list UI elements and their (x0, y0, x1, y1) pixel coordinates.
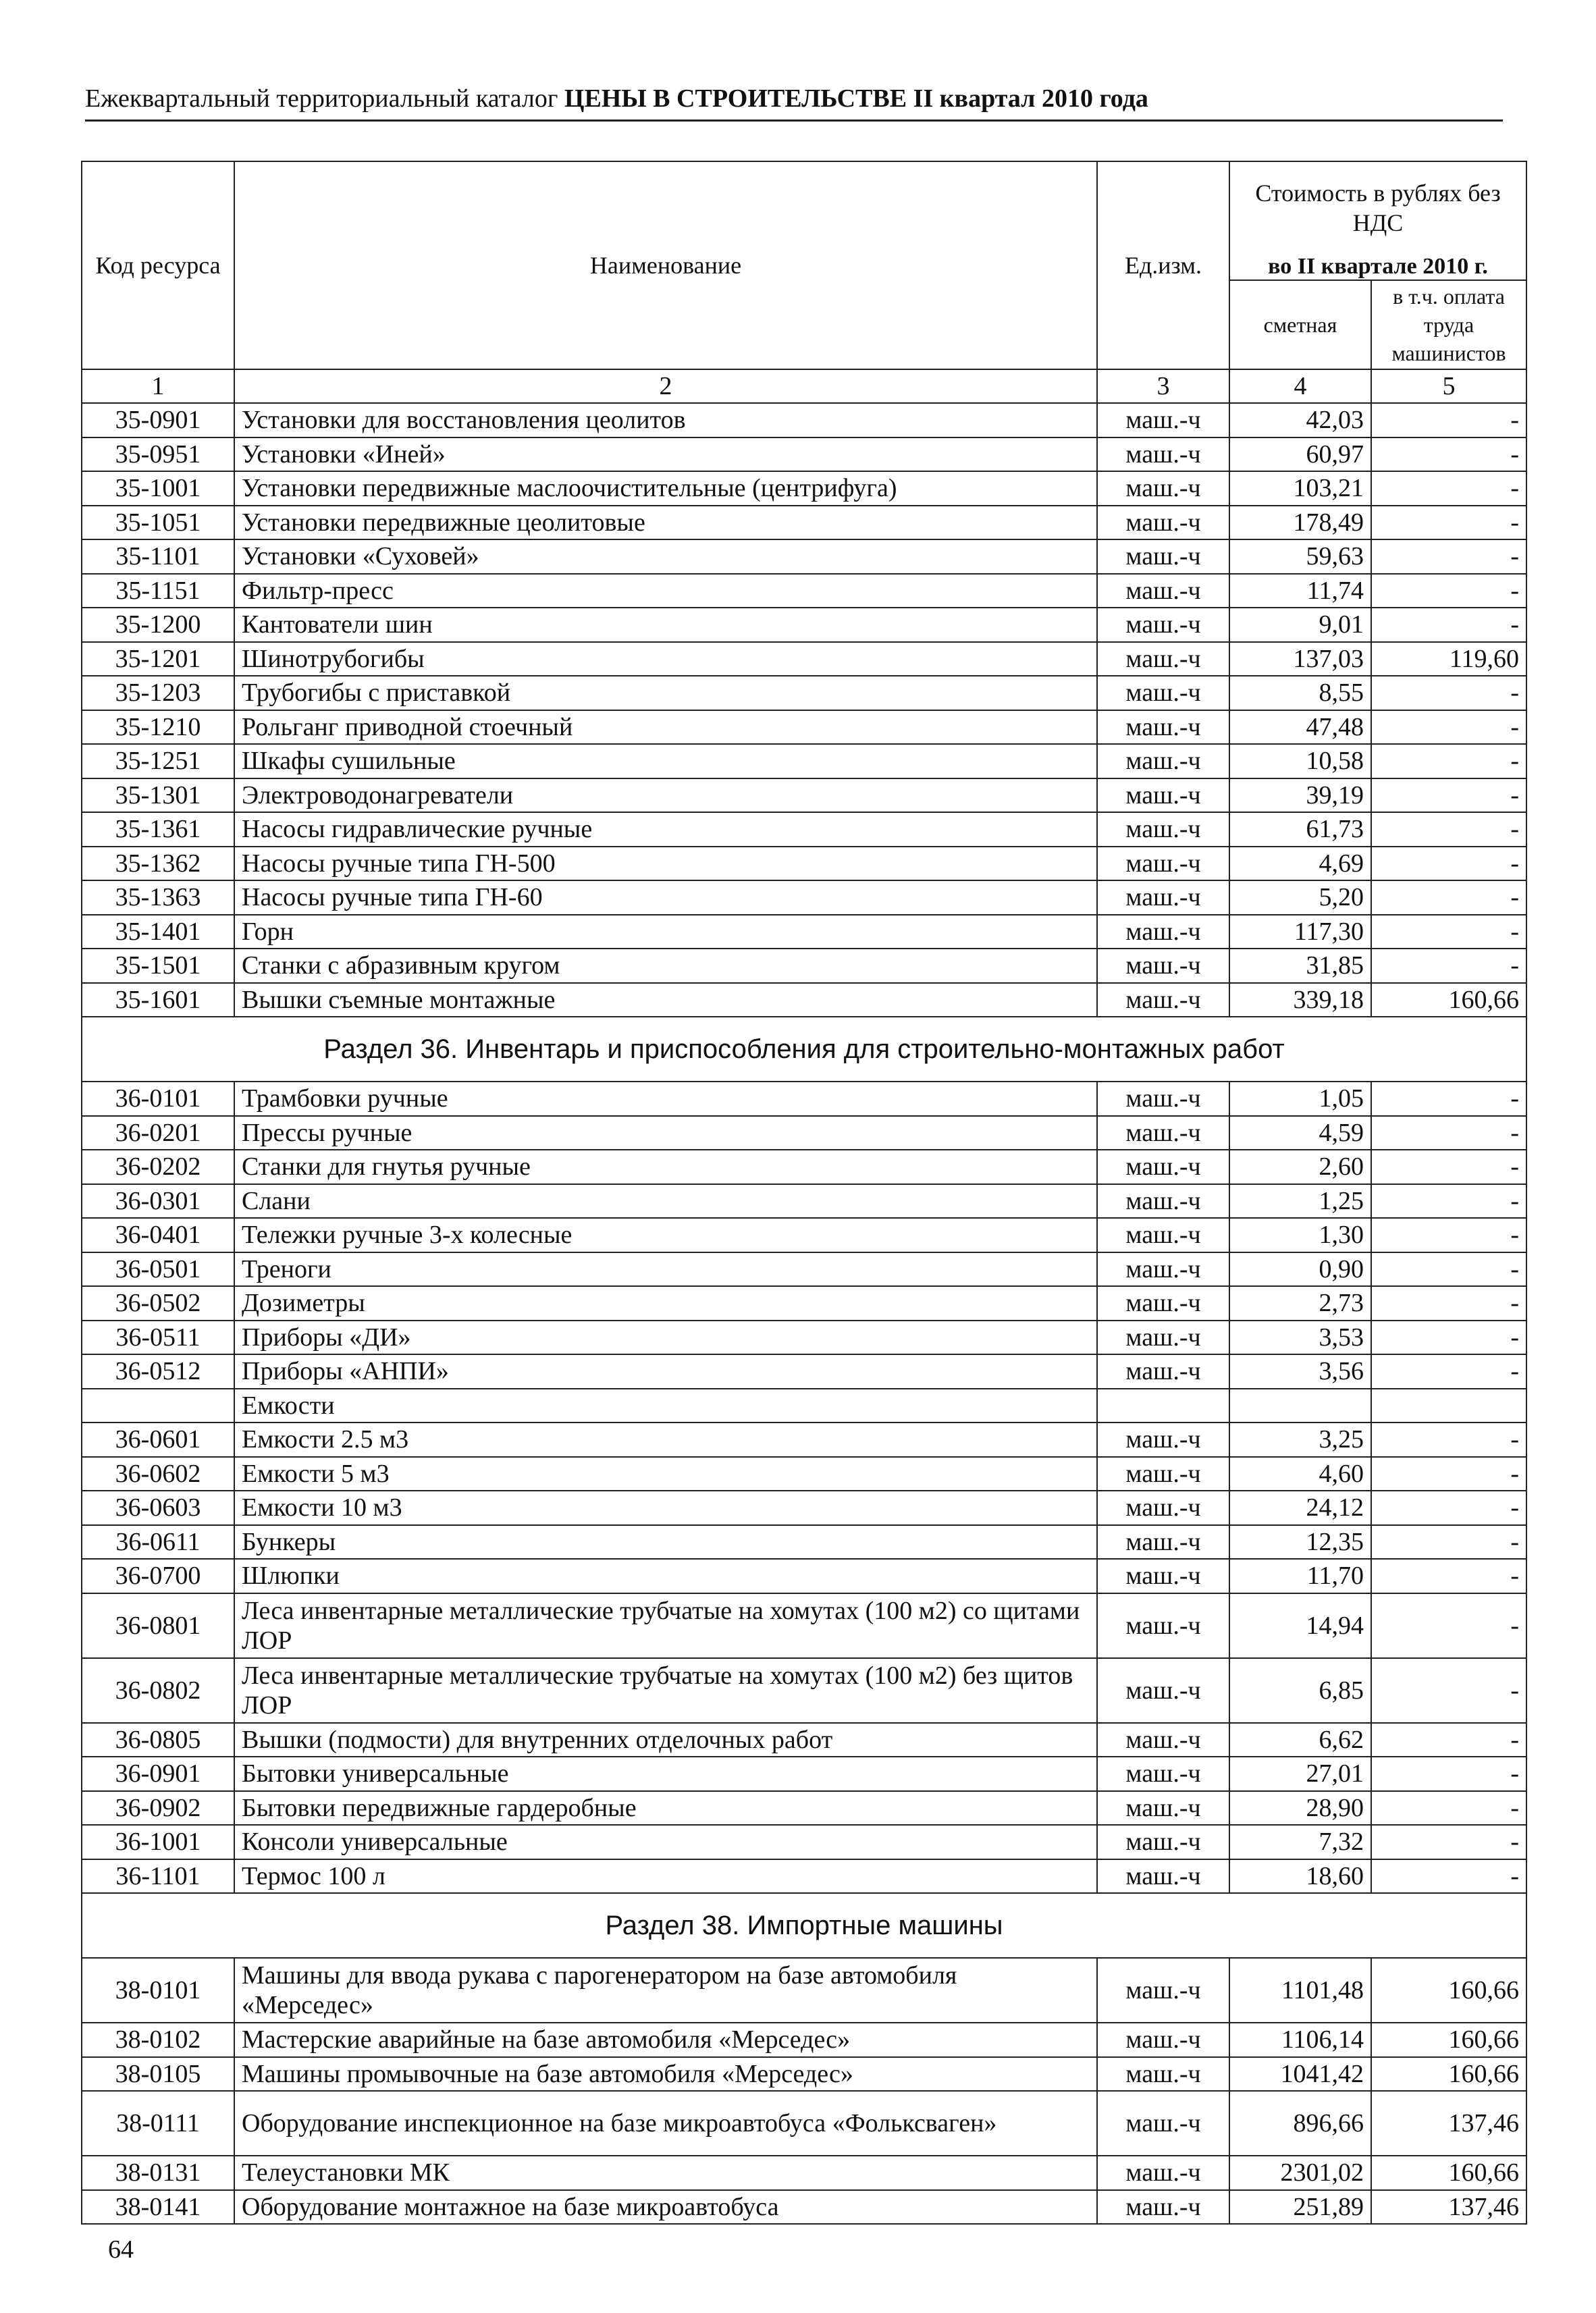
cell-code: 38-0101 (82, 1958, 234, 2023)
cell-unit: маш.-ч (1097, 1286, 1229, 1321)
cell-cost: 1,05 (1229, 1082, 1371, 1116)
cell-labor: - (1371, 1723, 1526, 1757)
table-row (82, 2156, 1526, 2190)
cell-unit: маш.-ч (1097, 744, 1229, 778)
cell-labor: - (1371, 1321, 1526, 1355)
table-row (82, 1593, 1526, 1658)
cell-unit: маш.-ч (1097, 1825, 1229, 1859)
col-number: 2 (234, 369, 1097, 403)
cell-code: 38-0102 (82, 2023, 234, 2057)
cell-labor: - (1371, 437, 1526, 472)
cell-name: Термос 100 л (234, 1859, 1097, 1894)
table-row (82, 1723, 1526, 1757)
cell-name: Горн (234, 915, 1097, 949)
page-number: 64 (108, 2235, 134, 2264)
cell-cost: 24,12 (1229, 1491, 1371, 1525)
cell-cost: 59,63 (1229, 539, 1371, 574)
cell-name: Тележки ручные 3-х колесные (234, 1218, 1097, 1252)
cell-cost: 47,48 (1229, 710, 1371, 745)
cell-name: Леса инвентарные металлические трубчатые на хомутах (100 м2) со щитами ЛОР (234, 1593, 1097, 1658)
cell-name: Вышки (подмости) для внутренних отделочных работ (234, 1723, 1097, 1757)
table-row (82, 2023, 1526, 2057)
cell-unit: маш.-ч (1097, 642, 1229, 676)
table-row (82, 2091, 1526, 2156)
table-row (82, 471, 1526, 506)
cell-labor: - (1371, 847, 1526, 881)
cell-labor: - (1371, 949, 1526, 983)
cell-name: Кантователи шин (234, 608, 1097, 642)
cell-unit: маш.-ч (1097, 506, 1229, 540)
cell-labor: - (1371, 1184, 1526, 1219)
cell-unit: маш.-ч (1097, 1218, 1229, 1252)
col-number: 5 (1371, 369, 1526, 403)
cell-code: 35-1301 (82, 778, 234, 813)
cell-name: Установки «Иней» (234, 437, 1097, 472)
cell-cost: 339,18 (1229, 983, 1371, 1017)
cell-code: 35-1200 (82, 608, 234, 642)
cell-cost: 6,62 (1229, 1723, 1371, 1757)
cell-cost: 4,60 (1229, 1457, 1371, 1491)
cell-unit: маш.-ч (1097, 1150, 1229, 1184)
cell-labor: - (1371, 1791, 1526, 1826)
cell-unit: маш.-ч (1097, 574, 1229, 608)
cell-labor: - (1371, 676, 1526, 710)
column-numbers-row (82, 369, 1526, 403)
cell-code: 38-0111 (82, 2091, 234, 2156)
cell-labor: - (1371, 1116, 1526, 1150)
table-row (82, 539, 1526, 574)
cell-name: Станки для гнутья ручные (234, 1150, 1097, 1184)
cell-cost: 12,35 (1229, 1525, 1371, 1560)
cell-code: 36-0901 (82, 1757, 234, 1791)
cell-name: Емкости (234, 1389, 1097, 1423)
cell-name: Установки для восстановления цеолитов (234, 403, 1097, 437)
cell-name: Приборы «АНПИ» (234, 1354, 1097, 1389)
cell-name: Консоли универсальные (234, 1825, 1097, 1859)
cell-labor: - (1371, 1559, 1526, 1593)
cell-name: Мастерские аварийные на базе автомобиля «Мерседес» (234, 2023, 1097, 2057)
table-row (82, 1321, 1526, 1355)
table-row (82, 1491, 1526, 1525)
cell-labor: - (1371, 539, 1526, 574)
cell-cost: 10,58 (1229, 744, 1371, 778)
cell-name: Слани (234, 1184, 1097, 1219)
cell-code: 35-1001 (82, 471, 234, 506)
cell-cost: 0,90 (1229, 1252, 1371, 1287)
cell-name: Бытовки передвижные гардеробные (234, 1791, 1097, 1826)
cell-unit: маш.-ч (1097, 2057, 1229, 2092)
cell-labor: - (1371, 1286, 1526, 1321)
cell-unit: маш.-ч (1097, 1958, 1229, 2023)
section-title-38: Раздел 38. Импортные машины (82, 1893, 1526, 1958)
table-row (82, 1658, 1526, 1723)
cell-name: Прессы ручные (234, 1116, 1097, 1150)
cell-code: 36-0511 (82, 1321, 234, 1355)
cell-name: Емкости 5 м3 (234, 1457, 1097, 1491)
cell-name: Шлюпки (234, 1559, 1097, 1593)
header-title: ЦЕНЫ В СТРОИТЕЛЬСТВЕ II квартал 2010 года (564, 84, 1148, 113)
cell-code: 36-0611 (82, 1525, 234, 1560)
section-title-36: Раздел 36. Инвентарь и приспособления для строительно-монтажных работ (82, 1017, 1526, 1082)
cell-name: Приборы «ДИ» (234, 1321, 1097, 1355)
cell-labor: - (1371, 880, 1526, 915)
cell-code: 35-1362 (82, 847, 234, 881)
cell-code: 35-1201 (82, 642, 234, 676)
table-row (82, 880, 1526, 915)
cell-cost: 31,85 (1229, 949, 1371, 983)
cell-name: Телеустановки МК (234, 2156, 1097, 2190)
cell-cost: 1101,48 (1229, 1958, 1371, 2023)
table-row (82, 437, 1526, 472)
col-header-unit: Ед.изм. (1097, 161, 1229, 369)
cell-labor: - (1371, 1354, 1526, 1389)
cell-unit: маш.-ч (1097, 1525, 1229, 1560)
table-row (82, 1423, 1526, 1457)
cell-unit: маш.-ч (1097, 676, 1229, 710)
cell-code: 35-1203 (82, 676, 234, 710)
col-header-cost-group: Стоимость в рублях без НДС (1229, 161, 1526, 253)
cell-code: 36-0603 (82, 1491, 234, 1525)
cell-labor: - (1371, 1491, 1526, 1525)
cell-cost: 4,69 (1229, 847, 1371, 881)
cell-code: 35-1251 (82, 744, 234, 778)
cell-cost: 11,74 (1229, 574, 1371, 608)
table-row (82, 1389, 1526, 1423)
cell-cost: 6,85 (1229, 1658, 1371, 1723)
cell-cost: 3,56 (1229, 1354, 1371, 1389)
cell-name: Насосы гидравлические ручные (234, 812, 1097, 847)
cell-labor: - (1371, 1457, 1526, 1491)
cell-name: Треноги (234, 1252, 1097, 1287)
cell-labor: - (1371, 744, 1526, 778)
cell-code: 36-0602 (82, 1457, 234, 1491)
cell-labor: - (1371, 1218, 1526, 1252)
cell-unit: маш.-ч (1097, 2023, 1229, 2057)
section-row (82, 1017, 1526, 1082)
cell-unit: маш.-ч (1097, 471, 1229, 506)
cell-name: Установки «Суховей» (234, 539, 1097, 574)
cell-labor: - (1371, 915, 1526, 949)
cell-cost: 1041,42 (1229, 2057, 1371, 2092)
table-row (82, 676, 1526, 710)
cell-labor: 119,60 (1371, 642, 1526, 676)
cell-code: 35-1363 (82, 880, 234, 915)
cell-labor: - (1371, 812, 1526, 847)
cell-cost: 117,30 (1229, 915, 1371, 949)
cell-cost: 27,01 (1229, 1757, 1371, 1791)
cell-name: Насосы ручные типа ГН-60 (234, 880, 1097, 915)
cell-code: 36-0202 (82, 1150, 234, 1184)
cell-labor: - (1371, 1525, 1526, 1560)
section-row (82, 1893, 1526, 1958)
table-row (82, 1791, 1526, 1826)
cell-cost: 61,73 (1229, 812, 1371, 847)
cell-unit: маш.-ч (1097, 1354, 1229, 1389)
cell-cost: 137,03 (1229, 642, 1371, 676)
cell-labor: - (1371, 1658, 1526, 1723)
cell-name: Бытовки универсальные (234, 1757, 1097, 1791)
cell-cost: 2,73 (1229, 1286, 1371, 1321)
table-row (82, 915, 1526, 949)
cell-labor: - (1371, 1150, 1526, 1184)
cell-code: 38-0141 (82, 2190, 234, 2225)
cell-unit: маш.-ч (1097, 778, 1229, 813)
cell-code: 36-0101 (82, 1082, 234, 1116)
table-row (82, 1457, 1526, 1491)
table-body (82, 403, 1526, 2224)
cell-cost: 60,97 (1229, 437, 1371, 472)
cell-unit: маш.-ч (1097, 915, 1229, 949)
cell-labor: 160,66 (1371, 1958, 1526, 2023)
cell-labor: 160,66 (1371, 983, 1526, 1017)
cell-unit: маш.-ч (1097, 1757, 1229, 1791)
cell-code: 36-0700 (82, 1559, 234, 1593)
cell-name: Шинотрубогибы (234, 642, 1097, 676)
page-header (85, 80, 1503, 122)
cell-name: Фильтр-пресс (234, 574, 1097, 608)
cell-name: Емкости 10 м3 (234, 1491, 1097, 1525)
cell-labor: - (1371, 778, 1526, 813)
cell-unit: маш.-ч (1097, 1116, 1229, 1150)
cell-code: 36-0805 (82, 1723, 234, 1757)
cell-cost: 896,66 (1229, 2091, 1371, 2156)
cell-code: 35-1210 (82, 710, 234, 745)
cell-cost: 178,49 (1229, 506, 1371, 540)
cell-labor: 160,66 (1371, 2057, 1526, 2092)
cell-cost: 2,60 (1229, 1150, 1371, 1184)
cell-unit: маш.-ч (1097, 539, 1229, 574)
cell-labor: - (1371, 506, 1526, 540)
cell-code: 36-0201 (82, 1116, 234, 1150)
cell-name: Машины для ввода рукава с парогенератором на базе автомобиля «Мерседес» (234, 1958, 1097, 2023)
cell-code: 36-0301 (82, 1184, 234, 1219)
cell-labor: 137,46 (1371, 2190, 1526, 2225)
table-row (82, 2190, 1526, 2225)
table-row (82, 1286, 1526, 1321)
cell-cost: 2301,02 (1229, 2156, 1371, 2190)
cell-unit: маш.-ч (1097, 403, 1229, 437)
cell-cost: 1,30 (1229, 1218, 1371, 1252)
cell-unit: маш.-ч (1097, 1859, 1229, 1894)
cell-code (82, 1389, 234, 1423)
cell-code: 36-0601 (82, 1423, 234, 1457)
cell-labor: - (1371, 1252, 1526, 1287)
table-row (82, 1958, 1526, 2023)
cell-labor: - (1371, 1859, 1526, 1894)
cell-cost: 14,94 (1229, 1593, 1371, 1658)
cell-labor: - (1371, 1423, 1526, 1457)
cell-code: 36-0502 (82, 1286, 234, 1321)
col-header-cost-estimate: сметная (1229, 280, 1371, 369)
table-row (82, 574, 1526, 608)
cell-name: Трубогибы с приставкой (234, 676, 1097, 710)
cell-unit: маш.-ч (1097, 1423, 1229, 1457)
table-row (82, 1757, 1526, 1791)
cell-unit: маш.-ч (1097, 2156, 1229, 2190)
cell-unit: маш.-ч (1097, 1321, 1229, 1355)
table-row (82, 744, 1526, 778)
cell-cost: 42,03 (1229, 403, 1371, 437)
cell-cost: 11,70 (1229, 1559, 1371, 1593)
table-row (82, 710, 1526, 745)
cell-code: 36-0802 (82, 1658, 234, 1723)
cell-code: 35-1051 (82, 506, 234, 540)
table-row (82, 1825, 1526, 1859)
table-row (82, 1252, 1526, 1287)
table-row (82, 1150, 1526, 1184)
cell-unit: маш.-ч (1097, 1184, 1229, 1219)
col-header-name: Наименование (234, 161, 1097, 369)
cell-cost: 1106,14 (1229, 2023, 1371, 2057)
cell-unit: маш.-ч (1097, 1658, 1229, 1723)
table-row (82, 847, 1526, 881)
cell-code: 36-0501 (82, 1252, 234, 1287)
cell-unit: маш.-ч (1097, 710, 1229, 745)
cell-code: 35-1151 (82, 574, 234, 608)
cell-name: Установки передвижные цеолитовые (234, 506, 1097, 540)
col-header-cost-labor: в т.ч. оплата труда машинистов (1371, 280, 1526, 369)
cell-unit: маш.-ч (1097, 1593, 1229, 1658)
table-row (82, 2057, 1526, 2092)
table-row (82, 506, 1526, 540)
table-row (82, 1354, 1526, 1389)
cell-labor (1371, 1389, 1526, 1423)
cell-cost: 103,21 (1229, 471, 1371, 506)
cell-code: 36-1101 (82, 1859, 234, 1894)
cell-cost: 3,53 (1229, 1321, 1371, 1355)
cell-code: 36-1001 (82, 1825, 234, 1859)
cell-cost (1229, 1389, 1371, 1423)
table-row (82, 949, 1526, 983)
cell-labor: - (1371, 471, 1526, 506)
cell-code: 35-1601 (82, 983, 234, 1017)
cell-unit: маш.-ч (1097, 1791, 1229, 1826)
cell-name: Электроводонагреватели (234, 778, 1097, 813)
col-number: 1 (82, 369, 234, 403)
cell-unit: маш.-ч (1097, 812, 1229, 847)
cell-code: 36-0902 (82, 1791, 234, 1826)
cell-unit (1097, 1389, 1229, 1423)
cell-cost: 4,59 (1229, 1116, 1371, 1150)
table-row (82, 1525, 1526, 1560)
cell-name: Леса инвентарные металлические трубчатые на хомутах (100 м2) без щитов ЛОР (234, 1658, 1097, 1723)
cell-labor: - (1371, 1757, 1526, 1791)
cell-unit: маш.-ч (1097, 1457, 1229, 1491)
cell-name: Оборудование инспекционное на базе микроавтобуса «Фольксваген» (234, 2091, 1097, 2156)
cell-code: 35-1501 (82, 949, 234, 983)
cell-unit: маш.-ч (1097, 949, 1229, 983)
cell-unit: маш.-ч (1097, 2091, 1229, 2156)
cell-name: Рольганг приводной стоечный (234, 710, 1097, 745)
cell-code: 35-0901 (82, 403, 234, 437)
table-row (82, 403, 1526, 437)
table-row (82, 1218, 1526, 1252)
table-row (82, 1082, 1526, 1116)
cell-labor: 160,66 (1371, 2023, 1526, 2057)
cell-name: Трамбовки ручные (234, 1082, 1097, 1116)
cell-unit: маш.-ч (1097, 1252, 1229, 1287)
cell-name: Вышки съемные монтажные (234, 983, 1097, 1017)
cell-name: Оборудование монтажное на базе микроавтобуса (234, 2190, 1097, 2225)
cell-unit: маш.-ч (1097, 1723, 1229, 1757)
cell-name: Установки передвижные маслоочистительные (центрифуга) (234, 471, 1097, 506)
col-header-cost-period: во II квартале 2010 г. (1229, 253, 1526, 280)
cell-cost: 8,55 (1229, 676, 1371, 710)
table-row (82, 608, 1526, 642)
cell-unit: маш.-ч (1097, 1559, 1229, 1593)
col-header-code: Код ресурса (82, 161, 234, 369)
cell-code: 35-1101 (82, 539, 234, 574)
cell-unit: маш.-ч (1097, 1491, 1229, 1525)
cell-cost: 3,25 (1229, 1423, 1371, 1457)
cell-cost: 18,60 (1229, 1859, 1371, 1894)
table-row (82, 1116, 1526, 1150)
cell-labor: - (1371, 1082, 1526, 1116)
table-row (82, 1559, 1526, 1593)
cell-code: 36-0512 (82, 1354, 234, 1389)
cell-labor: - (1371, 1825, 1526, 1859)
cell-name: Насосы ручные типа ГН-500 (234, 847, 1097, 881)
table-row (82, 642, 1526, 676)
cell-unit: маш.-ч (1097, 437, 1229, 472)
cell-name: Дозиметры (234, 1286, 1097, 1321)
cell-cost: 28,90 (1229, 1791, 1371, 1826)
col-number: 3 (1097, 369, 1229, 403)
cell-code: 36-0801 (82, 1593, 234, 1658)
cell-cost: 5,20 (1229, 880, 1371, 915)
cell-cost: 7,32 (1229, 1825, 1371, 1859)
cell-name: Станки с абразивным кругом (234, 949, 1097, 983)
cell-labor: 137,46 (1371, 2091, 1526, 2156)
cell-code: 38-0105 (82, 2057, 234, 2092)
cell-labor: - (1371, 710, 1526, 745)
cell-cost: 251,89 (1229, 2190, 1371, 2225)
col-number: 4 (1229, 369, 1371, 403)
cell-unit: маш.-ч (1097, 608, 1229, 642)
cell-code: 35-1361 (82, 812, 234, 847)
table-row (82, 1184, 1526, 1219)
price-table (81, 161, 1527, 2225)
cell-labor: - (1371, 1593, 1526, 1658)
cell-labor: 160,66 (1371, 2156, 1526, 2190)
table-row (82, 778, 1526, 813)
table-row (82, 812, 1526, 847)
cell-cost: 39,19 (1229, 778, 1371, 813)
cell-labor: - (1371, 403, 1526, 437)
table-row (82, 983, 1526, 1017)
cell-unit: маш.-ч (1097, 2190, 1229, 2225)
cell-name: Бункеры (234, 1525, 1097, 1560)
cell-unit: маш.-ч (1097, 1082, 1229, 1116)
cell-code: 35-0951 (82, 437, 234, 472)
table-row (82, 1859, 1526, 1894)
cell-unit: маш.-ч (1097, 880, 1229, 915)
cell-code: 36-0401 (82, 1218, 234, 1252)
cell-unit: маш.-ч (1097, 983, 1229, 1017)
cell-unit: маш.-ч (1097, 847, 1229, 881)
cell-code: 35-1401 (82, 915, 234, 949)
cell-cost: 9,01 (1229, 608, 1371, 642)
cell-code: 38-0131 (82, 2156, 234, 2190)
cell-name: Машины промывочные на базе автомобиля «Мерседес» (234, 2057, 1097, 2092)
cell-labor: - (1371, 574, 1526, 608)
cell-name: Емкости 2.5 м3 (234, 1423, 1097, 1457)
cell-cost: 1,25 (1229, 1184, 1371, 1219)
cell-labor: - (1371, 608, 1526, 642)
cell-name: Шкафы сушильные (234, 744, 1097, 778)
header-prefix: Ежеквартальный территориальный каталог (85, 84, 558, 113)
